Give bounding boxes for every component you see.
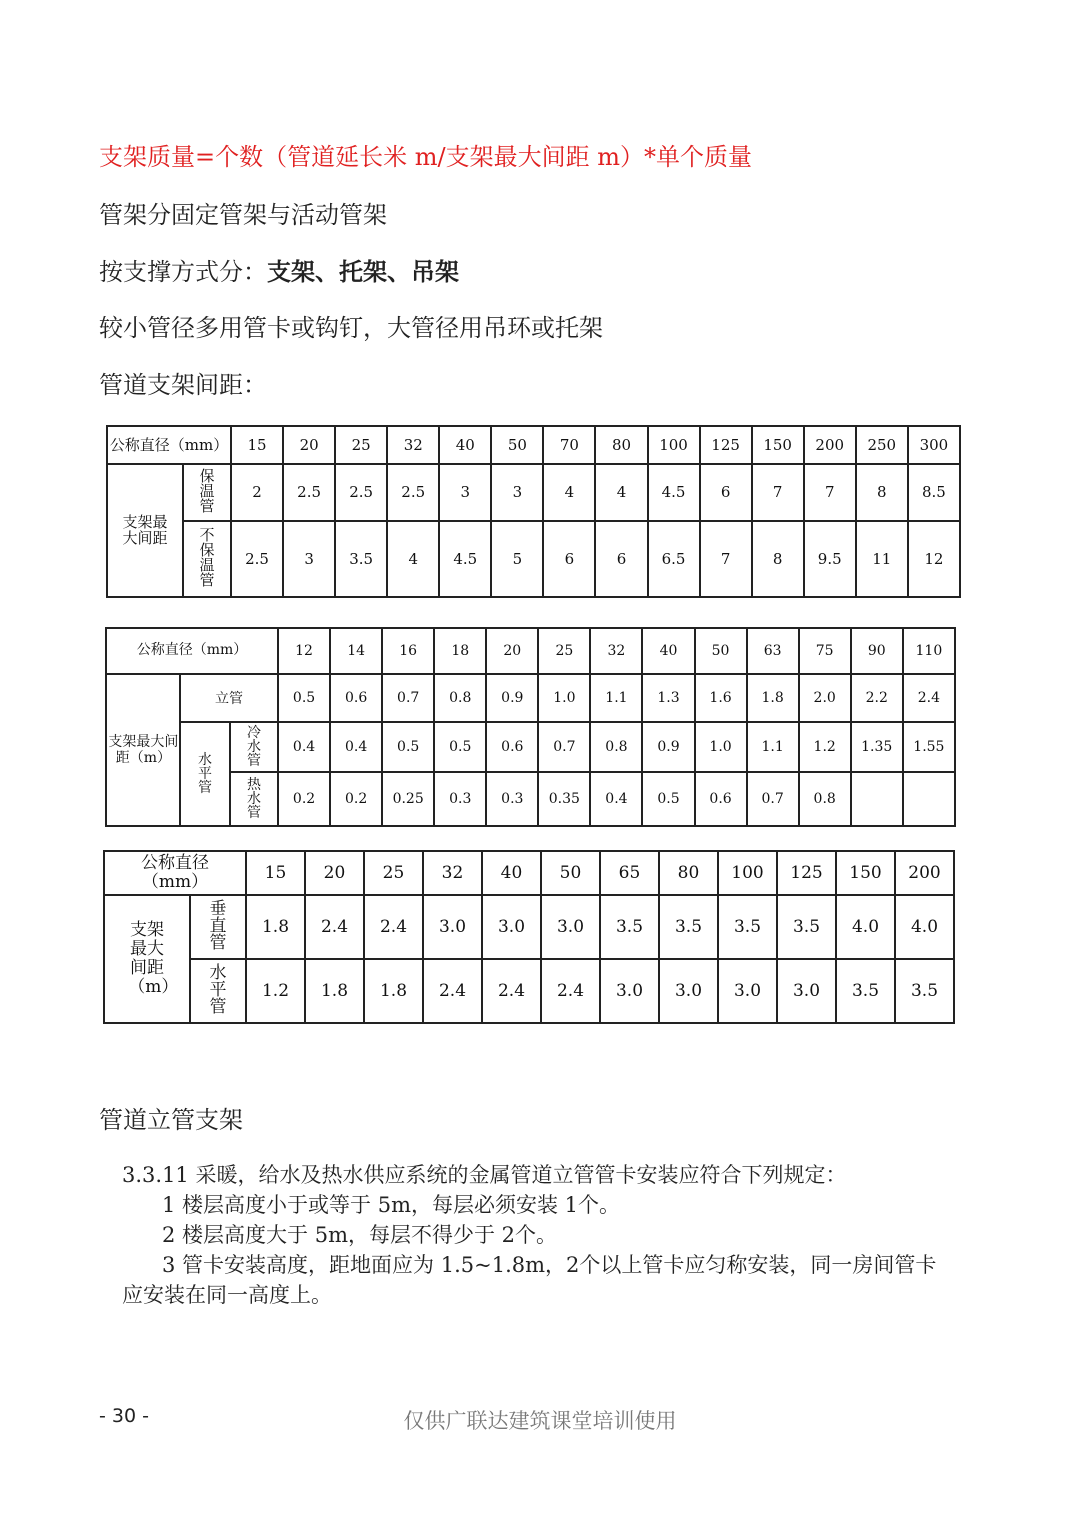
table2-cold-value-4: 0.5 — [434, 722, 486, 772]
table3-vertical-value-12: 4.0 — [895, 895, 954, 959]
table2-cold-value-7: 0.8 — [590, 722, 642, 772]
table1-diameter-11: 150 — [752, 426, 804, 464]
table1-diameter-8: 80 — [595, 426, 647, 464]
table1-uninsulated-value-13: 11 — [856, 521, 908, 597]
paragraph-pipe-clamps: 较小管径多用管卡或钩钉，大管径用吊环或托架 — [99, 314, 603, 342]
table3-vertical-value-10: 3.5 — [777, 895, 836, 959]
table1-diameter-7: 70 — [543, 426, 595, 464]
table1-uninsulated-value-10: 7 — [700, 521, 752, 597]
table2-vertical-value-8: 1.3 — [642, 674, 694, 722]
table3-vertical-value-8: 3.5 — [659, 895, 718, 959]
table2-hot-value-10: 0.7 — [747, 772, 799, 826]
table1-uninsulated-value-2: 3 — [283, 521, 335, 597]
table1-row2-label: 不保温管 — [183, 521, 231, 597]
paragraph-support-methods — [99, 257, 459, 287]
table1-insulated-value-3: 2.5 — [335, 464, 387, 520]
table3-diameter-10: 125 — [777, 851, 836, 895]
table2-cold-value-11: 1.2 — [799, 722, 851, 772]
table2-horizontal-label: 水平管 — [180, 722, 230, 826]
table2-vertical-value-7: 1.1 — [590, 674, 642, 722]
table1-uninsulated-value-1: 2.5 — [231, 521, 283, 597]
table1-insulated-value-1: 2 — [231, 464, 283, 520]
table3-horizontal-value-11: 3.5 — [836, 959, 895, 1023]
table3-horizontal-value-5: 2.4 — [482, 959, 541, 1023]
table2-hot-value-4: 0.3 — [434, 772, 486, 826]
table2-hot-value-9: 0.6 — [695, 772, 747, 826]
table3-vertical-value-4: 3.0 — [423, 895, 482, 959]
table2-hot-value-1: 0.2 — [278, 772, 330, 826]
table1-uninsulated-value-8: 6 — [595, 521, 647, 597]
table2-diameter-5: 20 — [486, 628, 538, 674]
paragraph-spacing-title: 管道支架间距： — [99, 371, 267, 399]
table2-group-label: 支架最大间距（m） — [106, 674, 180, 826]
table3-horizontal-value-3: 1.8 — [364, 959, 423, 1023]
table2-hot-value-3: 0.25 — [382, 772, 434, 826]
table2-hot-value-11: 0.8 — [799, 772, 851, 826]
table1-row1-label: 保温管 — [183, 464, 231, 520]
table3-horizontal-label: 水平管 — [190, 959, 246, 1023]
table3-diameter-12: 200 — [895, 851, 954, 895]
table1-insulated-value-10: 6 — [700, 464, 752, 520]
table2-cold-value-8: 0.9 — [642, 722, 694, 772]
table3-diameter-2: 20 — [305, 851, 364, 895]
support-methods-list: 支架、托架、吊架 — [267, 258, 459, 286]
regulation-title: 3.3.11 采暖，给水及热水供应系统的金属管道立管管卡安装应符合下列规定： — [122, 1163, 847, 1187]
table2-vertical-value-6: 1.0 — [538, 674, 590, 722]
table2-cold-value-5: 0.6 — [486, 722, 538, 772]
table1-uninsulated-value-7: 6 — [543, 521, 595, 597]
formula-text: 支架质量=个数（管道延长米 m/支架最大间距 m）*单个质量 — [99, 143, 752, 171]
table1-insulated-value-7: 4 — [543, 464, 595, 520]
table2-cold-value-10: 1.1 — [747, 722, 799, 772]
table2-hot-value-12 — [851, 772, 903, 826]
table1-insulated-value-8: 4 — [595, 464, 647, 520]
table3-vertical-value-7: 3.5 — [600, 895, 659, 959]
table1-uninsulated-value-11: 8 — [752, 521, 804, 597]
table2-diameter-2: 14 — [330, 628, 382, 674]
table1-uninsulated-value-14: 12 — [908, 521, 960, 597]
table2-diameter-1: 12 — [278, 628, 330, 674]
table1-uninsulated-value-6: 5 — [491, 521, 543, 597]
table1-diameter-6: 50 — [491, 426, 543, 464]
table1-insulated-value-6: 3 — [491, 464, 543, 520]
table3-header-cell: 公称直径（mm） — [104, 851, 246, 895]
spacing-table-3 — [103, 850, 955, 1024]
regulation-item-3-continued: 应安装在同一高度上。 — [122, 1283, 332, 1307]
table2-diameter-6: 25 — [538, 628, 590, 674]
table3-group-label: 支架最大间距（m） — [104, 895, 190, 1023]
table1-uninsulated-value-5: 4.5 — [439, 521, 491, 597]
table3-diameter-7: 65 — [600, 851, 659, 895]
support-methods-prefix: 按支撑方式分： — [99, 258, 267, 286]
table2-vertical-label: 立管 — [180, 674, 278, 722]
regulation-item-2: 2 楼层高度大于 5m，每层不得少于 2个。 — [162, 1223, 558, 1247]
table2-cold-value-6: 0.7 — [538, 722, 590, 772]
table1-insulated-value-2: 2.5 — [283, 464, 335, 520]
table2-hot-value-13 — [903, 772, 955, 826]
table2-vertical-value-2: 0.6 — [330, 674, 382, 722]
table1-insulated-value-11: 7 — [752, 464, 804, 520]
table1-diameter-13: 250 — [856, 426, 908, 464]
table1-insulated-value-12: 7 — [804, 464, 856, 520]
table2-vertical-value-3: 0.7 — [382, 674, 434, 722]
table2-vertical-value-9: 1.6 — [695, 674, 747, 722]
table3-vertical-value-5: 3.0 — [482, 895, 541, 959]
table2-vertical-value-1: 0.5 — [278, 674, 330, 722]
table3-diameter-1: 15 — [246, 851, 305, 895]
table2-diameter-4: 18 — [434, 628, 486, 674]
table1-uninsulated-value-12: 9.5 — [804, 521, 856, 597]
regulation-item-3: 3 管卡安装高度，距地面应为 1.5~1.8m，2个以上管卡应匀称安装，同一房间管卡 — [162, 1253, 937, 1277]
table3-horizontal-value-9: 3.0 — [718, 959, 777, 1023]
table2-cold-value-12: 1.35 — [851, 722, 903, 772]
table2-cold-label: 冷水管 — [230, 722, 278, 772]
table3-vertical-value-2: 2.4 — [305, 895, 364, 959]
table3-horizontal-value-12: 3.5 — [895, 959, 954, 1023]
table2-hot-value-5: 0.3 — [486, 772, 538, 826]
table2-diameter-3: 16 — [382, 628, 434, 674]
table3-diameter-11: 150 — [836, 851, 895, 895]
table3-horizontal-value-4: 2.4 — [423, 959, 482, 1023]
table1-insulated-value-9: 4.5 — [648, 464, 700, 520]
table1-uninsulated-value-9: 6.5 — [648, 521, 700, 597]
paragraph-support-types: 管架分固定管架与活动管架 — [99, 201, 387, 229]
table2-cold-value-2: 0.4 — [330, 722, 382, 772]
table2-diameter-7: 32 — [590, 628, 642, 674]
table1-group-label: 支架最大间距 — [107, 464, 183, 597]
table2-vertical-value-4: 0.8 — [434, 674, 486, 722]
regulation-block — [122, 1160, 1002, 1310]
table1-diameter-2: 20 — [283, 426, 335, 464]
table1-diameter-1: 15 — [231, 426, 283, 464]
spacing-table-1 — [106, 425, 961, 598]
table3-horizontal-value-2: 1.8 — [305, 959, 364, 1023]
table2-cold-value-1: 0.4 — [278, 722, 330, 772]
footer-watermark-text: 仅供广联达建筑课堂培训使用 — [403, 1409, 677, 1433]
table3-vertical-value-11: 4.0 — [836, 895, 895, 959]
table2-hot-value-6: 0.35 — [538, 772, 590, 826]
table1-header-cell: 公称直径（mm） — [107, 426, 231, 464]
table1-uninsulated-value-3: 3.5 — [335, 521, 387, 597]
table3-vertical-value-3: 2.4 — [364, 895, 423, 959]
table3-horizontal-value-1: 1.2 — [246, 959, 305, 1023]
table3-diameter-9: 100 — [718, 851, 777, 895]
table1-diameter-12: 200 — [804, 426, 856, 464]
table3-horizontal-value-10: 3.0 — [777, 959, 836, 1023]
table1-uninsulated-value-4: 4 — [387, 521, 439, 597]
table2-vertical-value-11: 2.0 — [799, 674, 851, 722]
table1-insulated-value-5: 3 — [439, 464, 491, 520]
table2-diameter-11: 75 — [799, 628, 851, 674]
table2-vertical-value-5: 0.9 — [486, 674, 538, 722]
table2-vertical-value-10: 1.8 — [747, 674, 799, 722]
table2-hot-value-2: 0.2 — [330, 772, 382, 826]
table2-cold-value-3: 0.5 — [382, 722, 434, 772]
table1-diameter-9: 100 — [648, 426, 700, 464]
table3-horizontal-value-7: 3.0 — [600, 959, 659, 1023]
table1-insulated-value-13: 8 — [856, 464, 908, 520]
table2-vertical-value-13: 2.4 — [903, 674, 955, 722]
table2-diameter-13: 110 — [903, 628, 955, 674]
table2-hot-value-8: 0.5 — [642, 772, 694, 826]
table3-horizontal-value-8: 3.0 — [659, 959, 718, 1023]
table3-vertical-value-1: 1.8 — [246, 895, 305, 959]
table2-diameter-12: 90 — [851, 628, 903, 674]
table3-vertical-value-6: 3.0 — [541, 895, 600, 959]
table3-diameter-3: 25 — [364, 851, 423, 895]
table1-diameter-14: 300 — [908, 426, 960, 464]
table1-insulated-value-4: 2.5 — [387, 464, 439, 520]
table1-insulated-value-14: 8.5 — [908, 464, 960, 520]
table1-diameter-5: 40 — [439, 426, 491, 464]
table3-diameter-6: 50 — [541, 851, 600, 895]
table3-horizontal-value-6: 2.4 — [541, 959, 600, 1023]
regulation-item-1: 1 楼层高度小于或等于 5m，每层必须安装 1个。 — [162, 1193, 621, 1217]
table2-cold-value-9: 1.0 — [695, 722, 747, 772]
table3-diameter-4: 32 — [423, 851, 482, 895]
table2-hot-value-7: 0.4 — [590, 772, 642, 826]
table3-diameter-5: 40 — [482, 851, 541, 895]
table2-vertical-value-12: 2.2 — [851, 674, 903, 722]
table2-hot-label: 热水管 — [230, 772, 278, 826]
table1-diameter-4: 32 — [387, 426, 439, 464]
table3-diameter-8: 80 — [659, 851, 718, 895]
table2-diameter-9: 50 — [695, 628, 747, 674]
table2-header-cell: 公称直径（mm） — [106, 628, 278, 674]
table3-vertical-label: 垂直管 — [190, 895, 246, 959]
table2-cold-value-13: 1.55 — [903, 722, 955, 772]
table1-diameter-10: 125 — [700, 426, 752, 464]
spacing-table-2 — [105, 627, 956, 827]
page-number: - 30 - — [99, 1405, 149, 1427]
table1-diameter-3: 25 — [335, 426, 387, 464]
table2-diameter-8: 40 — [642, 628, 694, 674]
paragraph-riser-support: 管道立管支架 — [99, 1106, 243, 1134]
table2-diameter-10: 63 — [747, 628, 799, 674]
table3-vertical-value-9: 3.5 — [718, 895, 777, 959]
